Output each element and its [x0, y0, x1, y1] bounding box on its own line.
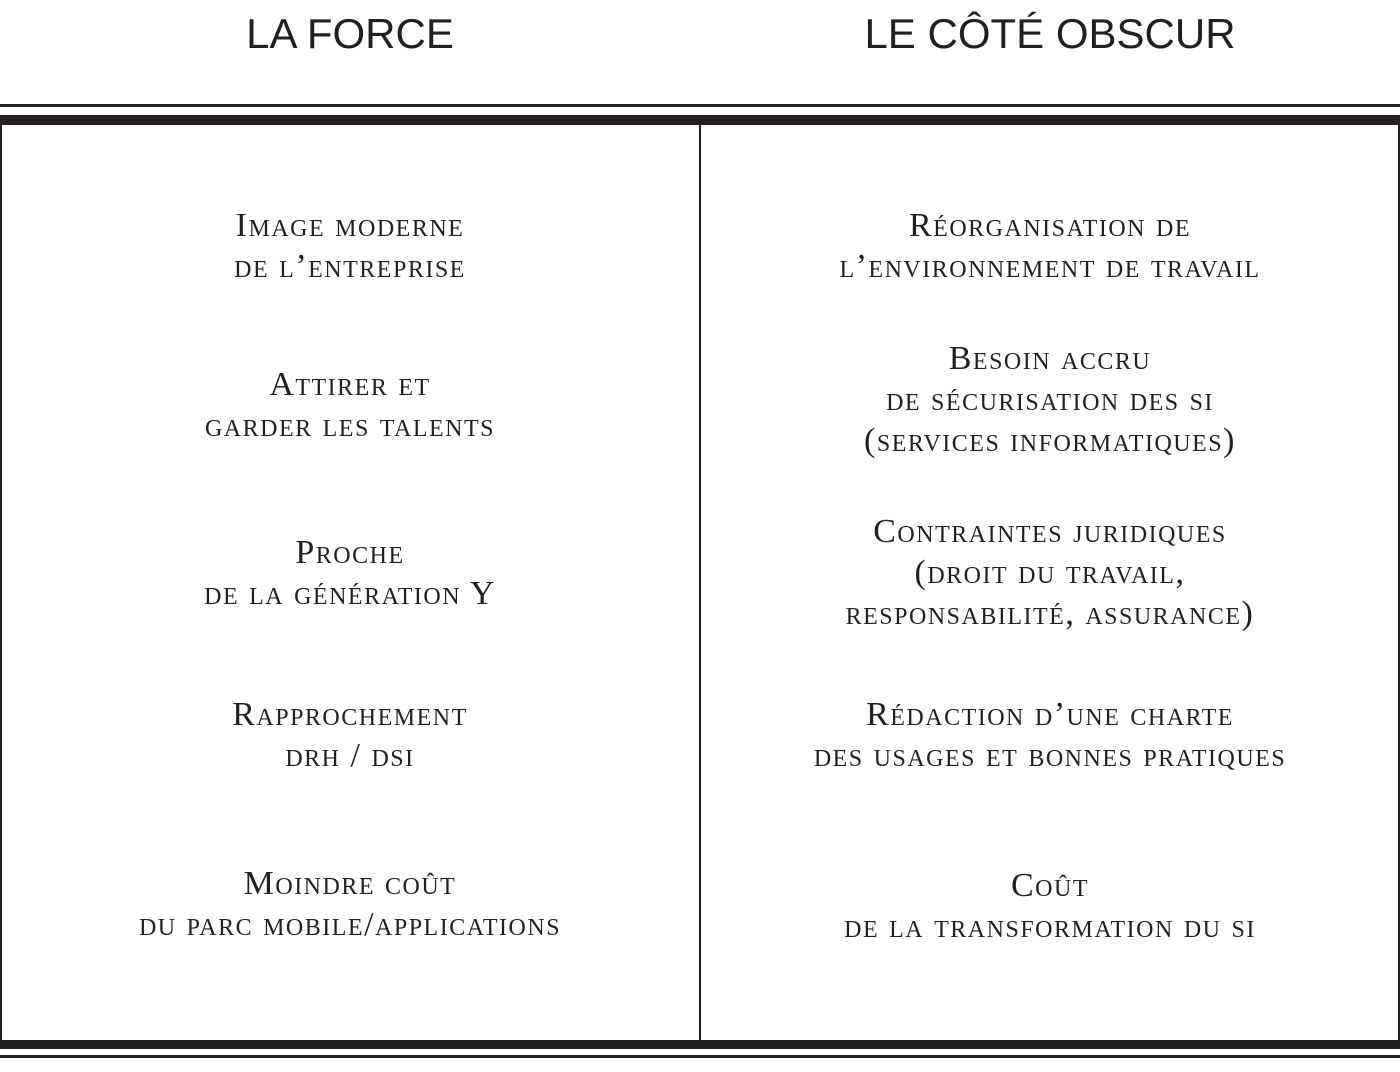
item-line: de la transformation du si [844, 908, 1256, 945]
item-line: Rapprochement [232, 696, 468, 733]
left-item-drh-dsi [0, 694, 700, 776]
item-line: Attirer et [269, 366, 431, 403]
item-line: garder les talents [204, 407, 496, 444]
left-column-title: LA FORCE [246, 10, 454, 57]
left-item-lower-cost [0, 863, 700, 945]
right-item-legal-constraints [700, 511, 1400, 634]
item-line: Moindre coût [243, 865, 457, 902]
item-line: de sécurisation des si [886, 381, 1214, 418]
item-line: du parc mobile/applications [138, 906, 562, 943]
item-line: Coût [1010, 867, 1089, 904]
item-line: de la génération Y [204, 575, 496, 612]
left-item-modern-image [0, 205, 700, 287]
item-line: l’environnement de travail [839, 248, 1261, 285]
top-thin-rule [0, 104, 1400, 107]
item-line: Proche [295, 534, 405, 571]
item-line: Rédaction d’une charte [866, 696, 1234, 733]
right-item-charter [700, 694, 1400, 776]
item-line: responsabilité, assurance) [845, 595, 1255, 632]
item-line: de l’entreprise [234, 248, 466, 285]
right-item-reorganisation [700, 205, 1400, 287]
bottom-thick-rule [0, 1040, 1400, 1049]
item-line: Réorganisation de [909, 207, 1191, 244]
left-item-talents [0, 364, 700, 446]
item-line: Besoin accru [948, 340, 1152, 377]
right-item-transformation-cost [700, 865, 1400, 947]
item-line: Contraintes juridiques [873, 513, 1227, 550]
item-line: Image moderne [235, 207, 465, 244]
item-line: des usages et bonnes pratiques [813, 737, 1287, 774]
item-line: (droit du travail, [914, 554, 1186, 591]
item-line: (services informatiques) [864, 422, 1236, 459]
item-line: drh / dsi [285, 737, 415, 774]
bottom-thin-rule [0, 1055, 1400, 1058]
right-column-title: LE CÔTÉ OBSCUR [864, 10, 1236, 57]
left-item-generation-y [0, 532, 700, 614]
right-item-security [700, 338, 1400, 461]
